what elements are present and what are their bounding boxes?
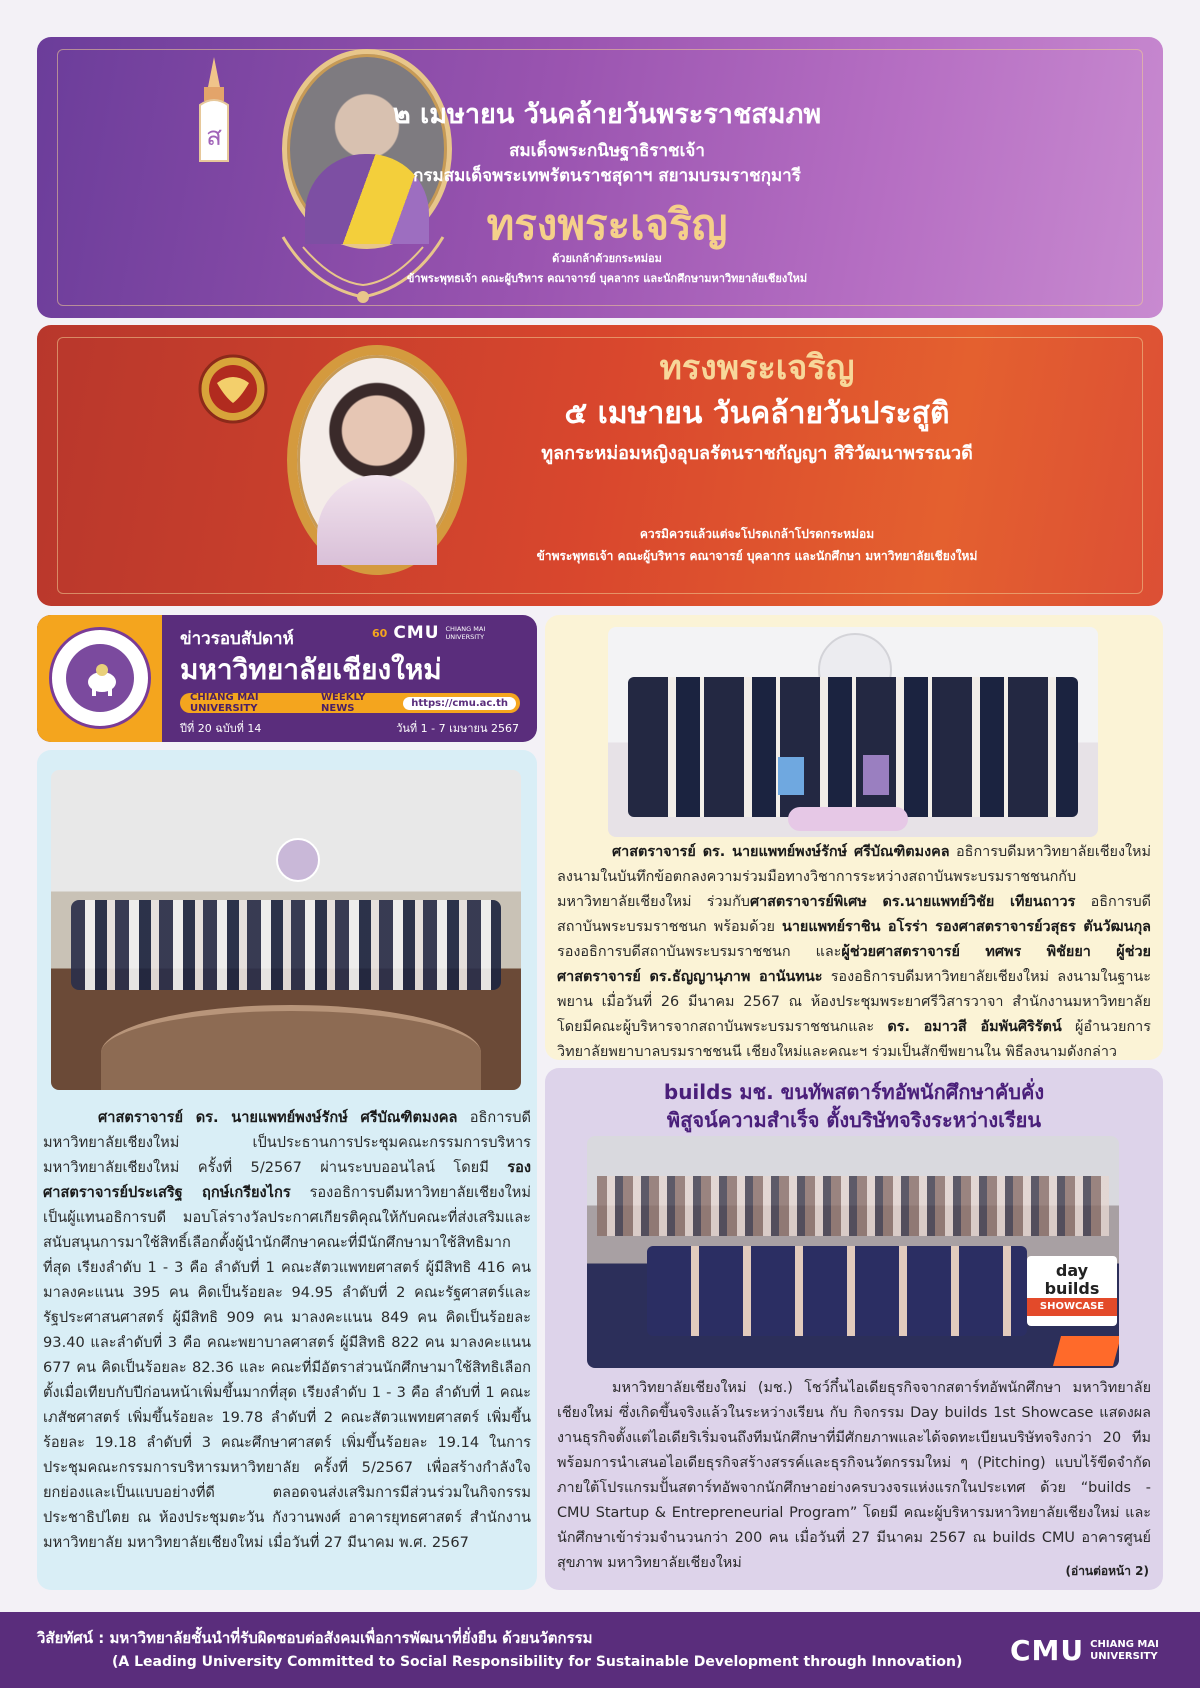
photo-builds-showcase — [587, 1136, 1119, 1368]
cmu-logo-text: CMU — [393, 623, 440, 643]
builds-headline-1: builds มช. ขนทัพสตาร์ทอัพนักศึกษาคับคั่ง — [663, 1080, 1045, 1104]
story-award-text-b: รองอธิการบดีมหาวิทยาลัยเชียงใหม่ เป็นผู้แทนอธิการบดี มอบโล่รางวัลประกาศเกียรติคุณให้กับคณะที่ส่งเสริมและสนับสนุนการมาใช้สิทธิ์เลือกตั้งผู้นำนักศึกษาคณะที่มีนักศึกษามาใช้สิทธิมากที่สุด เรียงลำดับ 1 - 3 คือ ลำดับที่ 1 คณะสัตวแพทยศาสตร์ ผู้มีสิทธิ 416 คน มาลงคะแนน 395 คน คิดเป็นร้อยละ 94.95 ลำดับที่ 2 คณะรัฐศาสตร์และรัฐประศาสนศาสตร์ ผู้มีสิทธิ 909 คน มาลงคะแนน 849 คน คิดเป็นร้อยละ 93.40 และลำดับที่ 3 คือ คณะพยาบาลศาสตร์ ผู้มีสิทธิ 822 คน มาลงคะแนน 677 คน คิดเป็นร้อยละ 82.36 และ คณะที่มีอัตราส่วนนักศึกษามาใช้สิทธิเลือกตั้งเมื่อเทียบกับปีก่อนหน้าเพิ่มขึ้นมากที่สุด เรียงลำดับ 1 - 3 คือ ลำดับที่ 1 คณะเภสัชศาสตร์ เพิ่มขึ้นร้อยละ 19.78 ลำดับที่ 2 คณะสัตวแพทยศาสตร์ เพิ่มขึ้นร้อยละ 19.18 ลำดับที่ 3 คณะศึกษาศาสตร์ เพิ่มขึ้นร้อยละ 19.14 ในการประชุมคณะกรรมการบริหารมหาวิทยาลัย ครั้งที่ 5/2567 เพื่อสร้างกำลังใจ ยกย่องและเป็นแบบอย่างที่ดี ตลอดจนส่งเสริมการมีส่วนร่วมในกิจกรรมประชาธิปไตย ณ ห้องประชุมตะวัน กังวานพงศ์ อาคารยุทธศาสตร์ สำนักงานมหาวิทยาลัย มหาวิทยาลัยเชียงใหม่ เมื่อวันที่ 27 มีนาคม พ.ศ. 2567 — [43, 1184, 532, 1551]
story-award-text-a: อธิการบดีมหาวิทยาลัยเชียงใหม่ เป็นประธานการประชุมคณะกรรมการบริหารมหาวิทยาลัยเชียงใหม่ ครั้งที่ 5/2567 ผ่านระบบออนไลน์ โดยมี — [43, 1109, 531, 1176]
story-mou-t1: อธิการบดีมหาวิทยาลัยเชียงใหม่ ลงนามในบันทึกข้อตกลงความร่วมมือทางวิชาการระหว่างสถาบันพระบรมราชชนกกับมหาวิทยาลัยเชียงใหม่ ร่วมกับ — [557, 844, 1151, 910]
banner1-title-line: สมเด็จพระกนิษฐาธิราชเจ้า — [509, 141, 705, 161]
footer-logo-text: CMU — [1010, 1634, 1085, 1667]
story-mou-lead: ศาสตราจารย์ ดร. นายแพทย์พงษ์รักษ์ ศรีบัณฑิตมงคล — [612, 844, 950, 860]
issue-number: ปีที่ 20 ฉบับที่ 14 — [180, 722, 262, 735]
birthday-banner-princess-ubolratana — [37, 325, 1163, 606]
footer-vision — [0, 1612, 1200, 1688]
banner2-name-line: ทูลกระหม่อมหญิงอุบลรัตนราชกัญญา สิริวัฒนาพรรณวดี — [541, 443, 973, 464]
banner1-name-line: กรมสมเด็จพระเทพรัตนราชสุดาฯ สยามบรมราชกุมารี — [413, 166, 801, 186]
story-mou-b5: ดร. อมาวสี อัมพันศิริรัตน์ — [887, 1019, 1062, 1035]
story-mou-t2: อธิการบดีสถาบันพระบรมราชชนก พร้อมด้วย — [557, 894, 1151, 935]
masthead-seal-area — [37, 615, 162, 742]
pill-university: CHIANG MAI UNIVERSITY — [190, 692, 259, 714]
story-builds-text: มหาวิทยาลัยเชียงใหม่ (มช.) โชว์กึ๋นไอเดียธุรกิจจากสตาร์ทอัพนักศึกษา มหาวิทยาลัยเชียงใหม่ ซึ่งเกิดขึ้นจริงแล้วในระหว่างเรียน กับ กิจกรรม Day builds 1st Showcase แสดงผลงานธุรกิจตั้งแต่ไอเดียริเริ่มจนถึงทีมนักศึกษาที่มีศักยภาพและได้จดทะเบียนบริษัทจริงกว่า 20 ทีม พร้อมการนำเสนอไอเดียธุรกิจสร้างสรรค์และธุรกิจนวัตกรรมใหม่ ๆ (Pitching) แบบไร้ขีดจำกัด ภายใต้โปรแกรมปั้นสตาร์ทอัพจากนักศึกษาอย่างครบวงจรแห่งแรกในประเทศ ด้วย “builds - CMU Startup & Entrepreneurial Program” โดยมี คณะผู้บริหารมหาวิทยาลัยเชียงใหม่ และนักศึกษาเข้าร่วมจำนวนกว่า 200 คน เมื่อวันที่ 27 มีนาคม 2567 ณ builds CMU อาคารศูนย์สุขภาพ มหาวิทยาลัยเชียงใหม่ — [557, 1380, 1151, 1571]
birthday-banner-princess-sirindhorn — [37, 37, 1163, 318]
photo-mou-signing — [608, 627, 1098, 837]
mou-folder — [863, 755, 889, 795]
issue-date: วันที่ 1 - 7 เมษายน 2567 — [396, 722, 519, 735]
orange-prop — [1053, 1336, 1119, 1366]
sign-showcase: SHOWCASE — [1027, 1298, 1117, 1316]
footer-cmu-logo — [1010, 1634, 1159, 1667]
banner1-date-line: ๒ เมษายน วันคล้ายวันพระราชสมภพ — [392, 99, 822, 130]
anniversary-icon: 60 — [372, 626, 388, 640]
cmu-logo-sub2: UNIVERSITY — [445, 633, 485, 641]
story-award-text — [43, 1105, 531, 1555]
sign-builds: builds — [1044, 1279, 1100, 1298]
sign-day: day — [1055, 1261, 1089, 1280]
vision-thai: วิสัยทัศน์ : มหาวิทยาลัยชั้นนำที่รับผิดชอบต่อสังคมเพื่อการพัฒนาที่ยั่งยืน ด้วยนวัตกรรม — [37, 1629, 593, 1647]
footer-logo-sub2: UNIVERSITY — [1090, 1650, 1158, 1662]
banner2-signature: ข้าพระพุทธเจ้า คณะผู้บริหาร คณาจารย์ บุคลากร และนักศึกษา มหาวิทยาลัยเชียงใหม่ — [536, 549, 978, 563]
flower-arrangement — [788, 807, 908, 831]
story-mou-b2: ศาสตราจารย์พิเศษ ดร.นายแพทย์วิชัย เทียนถาวร — [749, 894, 1076, 910]
story-award-lead: ศาสตราจารย์ ดร. นายแพทย์พงษ์รักษ์ ศรีบัณฑิตมงคล — [98, 1109, 458, 1126]
group-of-people — [71, 900, 501, 990]
showcase-sign — [1027, 1256, 1117, 1326]
continued-link[interactable]: (อ่านต่อหน้า 2) — [1065, 1564, 1149, 1578]
story-panel-mou — [545, 615, 1163, 1060]
banner2-humbly: ควรมิควรแล้วแต่จะโปรดเกล้าโปรดกระหม่อม — [639, 527, 875, 541]
story-mou-t3: รองอธิการบดีสถาบันพระบรมราชชนก และ — [557, 944, 842, 960]
banner2-long-live: ทรงพระเจริญ — [659, 348, 855, 388]
wall-seal-icon — [276, 838, 320, 882]
banner1-long-live: ทรงพระเจริญ — [486, 200, 728, 249]
builds-headline-2: พิสูจน์ความสำเร็จ ตั้งบริษัทจริงระหว่างเรียน — [666, 1108, 1042, 1132]
story-mou-b3: นายแพทย์ราชิน อโรร่า รองศาสตราจารย์วสุธร ตันวัฒนกุล — [782, 919, 1152, 935]
vision-english: (A Leading University Committed to Social Responsibility for Sustainable Development through Innovation) — [112, 1654, 963, 1670]
story-award-lead2: รองศาสตราจารย์ประเสริฐ ฤกษ์เกรียงไกร — [43, 1159, 531, 1201]
cmu-logo-sub1: CHIANG MAI — [445, 625, 486, 633]
svg-text:ส: ส — [206, 122, 222, 152]
masthead-title: มหาวิทยาลัยเชียงใหม่ — [180, 653, 442, 686]
story-mou-text — [557, 840, 1151, 1065]
story-panel-award — [37, 750, 537, 1590]
royal-emblem-icon — [192, 57, 236, 167]
newsletter-masthead — [37, 615, 537, 742]
audience-crowd — [597, 1176, 1109, 1236]
footer-logo-sub1: CHIANG MAI — [1090, 1638, 1159, 1650]
photo-award-ceremony — [51, 770, 521, 1090]
conference-table — [101, 1005, 481, 1090]
banner1-signature: ข้าพระพุทธเจ้า คณะผู้บริหาร คณาจารย์ บุคลากร และนักศึกษามหาวิทยาลัยเชียงใหม่ — [406, 272, 808, 285]
portrait-princess — [287, 345, 467, 575]
story-mou-b4: ผู้ช่วยศาสตราจารย์ ทศพร พิชัยยา ผู้ช่วยศาสตราจารย์ ดร.ธัญญานุภาพ อานันทนะ — [557, 944, 1151, 985]
website-link[interactable]: https://cmu.ac.th — [403, 697, 516, 710]
masthead-kicker: ข่าวรอบสัปดาห์ — [180, 629, 294, 649]
group-of-people — [647, 1246, 1027, 1336]
masthead-pill — [180, 693, 520, 713]
story-panel-builds — [545, 1068, 1163, 1590]
cmu-logo — [372, 623, 485, 643]
story-mou-t4: รองอธิการบดีมหาวิทยาลัยเชียงใหม่ ลงนามในฐานะพยาน เมื่อวันที่ 26 มีนาคม 2567 ณ ห้องประชุมพระยาศรีวิสารวาจา สำนักงานมหาวิทยาลัย โดยมีคณะผู้บริหารจากสถาบันพระบรมราชชนกและ — [557, 969, 1151, 1035]
group-of-people — [628, 677, 1078, 817]
mou-folder — [778, 757, 804, 795]
banner2-date-line: ๕ เมษายน วันคล้ายวันประสูติ — [564, 396, 950, 431]
story-mou-t5: ผู้อำนวยการวิทยาลัยพยาบาลบรมราชชนนี เชียงใหม่และคณะฯ ร่วมเป็นสักขีพยานใน พิธีลงนามดังกล่าว — [557, 1019, 1151, 1060]
royal-cipher-icon — [197, 353, 269, 425]
cmu-seal-icon — [49, 627, 151, 729]
banner1-humbly: ด้วยเกล้าด้วยกระหม่อม — [552, 252, 662, 265]
pill-weekly-news: WEEKLY NEWS — [321, 692, 366, 714]
